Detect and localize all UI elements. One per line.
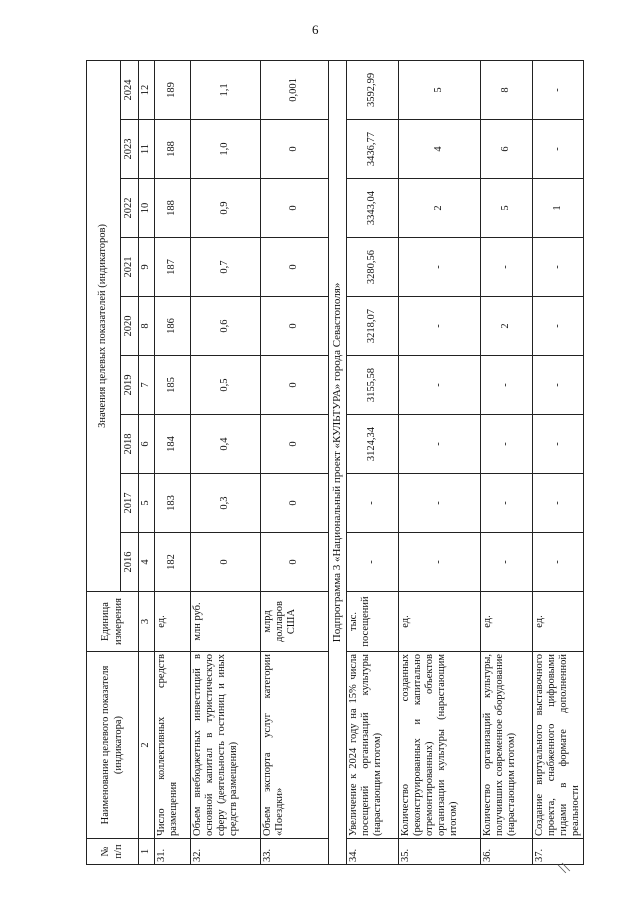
row-value: - bbox=[533, 297, 584, 356]
row-value: - bbox=[399, 415, 481, 474]
index-cell: 6 bbox=[139, 415, 155, 474]
row-value: - bbox=[481, 356, 533, 415]
row-value: 188 bbox=[155, 120, 191, 179]
index-cell: 2 bbox=[139, 652, 155, 839]
row-value: 0 bbox=[261, 120, 329, 179]
row-name: Увеличение к 2024 году на 15% числа посещений организаций культуры (нарастающим итогом) bbox=[347, 652, 399, 839]
row-value: 188 bbox=[155, 179, 191, 238]
page-number: 6 bbox=[312, 22, 319, 37]
row-value: 3280,56 bbox=[347, 238, 399, 297]
header-year: 2016 bbox=[121, 533, 139, 592]
index-cell: 1 bbox=[139, 839, 155, 865]
table-row bbox=[399, 60, 481, 864]
row-value: 3124,34 bbox=[347, 415, 399, 474]
row-value: 3155,58 bbox=[347, 356, 399, 415]
row-unit: тыс. посещений bbox=[347, 592, 399, 652]
row-value: 185 bbox=[155, 356, 191, 415]
table-row bbox=[191, 60, 261, 864]
row-num: 32. bbox=[191, 839, 261, 865]
table-row bbox=[533, 60, 584, 864]
row-value: 183 bbox=[155, 474, 191, 533]
row-value: - bbox=[399, 474, 481, 533]
row-value: 0,3 bbox=[191, 474, 261, 533]
header-num: № п/п bbox=[87, 839, 139, 865]
index-cell: 9 bbox=[139, 238, 155, 297]
index-cell: 4 bbox=[139, 533, 155, 592]
header-name: Наименование целевого показателя (индикатора) bbox=[87, 652, 139, 839]
index-cell: 10 bbox=[139, 179, 155, 238]
index-cell: 8 bbox=[139, 297, 155, 356]
row-value: 3436,77 bbox=[347, 120, 399, 179]
row-value: 186 bbox=[155, 297, 191, 356]
row-value: - bbox=[533, 120, 584, 179]
header-year: 2020 bbox=[121, 297, 139, 356]
row-unit: млн руб. bbox=[191, 592, 261, 652]
rotated-table-container bbox=[86, 60, 582, 865]
row-value: 0,001 bbox=[261, 60, 329, 119]
header-year: 2017 bbox=[121, 474, 139, 533]
row-num: 36. bbox=[481, 839, 533, 865]
table-row bbox=[261, 60, 329, 864]
row-name: Создание виртуального выставочного проекта, снабженного цифровыми гидами в формате дополненной реальности bbox=[533, 652, 584, 839]
row-value: 0,6 bbox=[191, 297, 261, 356]
row-num: 37. bbox=[533, 839, 584, 865]
row-unit: ед. bbox=[533, 592, 584, 652]
row-value: 1 bbox=[533, 179, 584, 238]
row-value: 3218,07 bbox=[347, 297, 399, 356]
row-value: 1,0 bbox=[191, 120, 261, 179]
row-num: 35. bbox=[399, 839, 481, 865]
header-year: 2023 bbox=[121, 120, 139, 179]
row-value: 0 bbox=[261, 533, 329, 592]
row-name: Объем внебюджетных инвестиций в основной капитал в туристическую сферу (деятельность гостиниц и иных средств размещения) bbox=[191, 652, 261, 839]
handwritten-mark: \\ bbox=[556, 858, 572, 879]
row-value: 8 bbox=[481, 60, 533, 119]
index-cell: 12 bbox=[139, 60, 155, 119]
row-value: - bbox=[481, 533, 533, 592]
row-num: 34. bbox=[347, 839, 399, 865]
header-year: 2021 bbox=[121, 238, 139, 297]
row-unit: млрд долларов США bbox=[261, 592, 329, 652]
row-name: Число коллективных средств размещения bbox=[155, 652, 191, 839]
index-cell: 7 bbox=[139, 356, 155, 415]
row-value: 0 bbox=[191, 533, 261, 592]
row-value: 6 bbox=[481, 120, 533, 179]
index-cell: 5 bbox=[139, 474, 155, 533]
row-unit: ед. bbox=[399, 592, 481, 652]
row-value: 3592,99 bbox=[347, 60, 399, 119]
row-value: 182 bbox=[155, 533, 191, 592]
row-value: - bbox=[481, 474, 533, 533]
table-row bbox=[347, 60, 399, 864]
row-value: - bbox=[399, 533, 481, 592]
row-value: - bbox=[399, 238, 481, 297]
row-value: 0 bbox=[261, 474, 329, 533]
row-value: 0,4 bbox=[191, 415, 261, 474]
row-num: 31. bbox=[155, 839, 191, 865]
row-name: Объем экспорта услуг категории «Поездки» bbox=[261, 652, 329, 839]
row-value: 0 bbox=[261, 297, 329, 356]
header-year: 2019 bbox=[121, 356, 139, 415]
section-title: Подпрограмма 3 «Национальный проект «КУЛЬТУРА» города Севастополя» bbox=[329, 60, 347, 864]
row-value: 1,1 bbox=[191, 60, 261, 119]
row-value: - bbox=[481, 238, 533, 297]
row-value: 189 bbox=[155, 60, 191, 119]
row-value: 0 bbox=[261, 238, 329, 297]
row-value: 0,5 bbox=[191, 356, 261, 415]
row-value: - bbox=[481, 415, 533, 474]
header-values-group: Значения целевых показателей (индикаторов) bbox=[87, 60, 121, 591]
row-value: 0 bbox=[261, 356, 329, 415]
row-value: - bbox=[533, 238, 584, 297]
header-unit: Единица измерения bbox=[87, 592, 139, 652]
row-value: - bbox=[533, 474, 584, 533]
table-row bbox=[155, 60, 191, 864]
row-value: - bbox=[399, 297, 481, 356]
row-value: 2 bbox=[399, 179, 481, 238]
row-value: - bbox=[533, 356, 584, 415]
index-cell: 11 bbox=[139, 120, 155, 179]
row-value: 0,9 bbox=[191, 179, 261, 238]
row-value: - bbox=[347, 533, 399, 592]
row-value: 5 bbox=[399, 60, 481, 119]
row-value: - bbox=[533, 60, 584, 119]
indicators-table bbox=[86, 60, 584, 865]
row-value: 184 bbox=[155, 415, 191, 474]
header-year: 2022 bbox=[121, 179, 139, 238]
header-year: 2024 bbox=[121, 60, 139, 119]
row-unit: ед. bbox=[481, 592, 533, 652]
row-value: 187 bbox=[155, 238, 191, 297]
row-unit: ед. bbox=[155, 592, 191, 652]
header-year: 2018 bbox=[121, 415, 139, 474]
row-value: - bbox=[533, 533, 584, 592]
row-value: - bbox=[399, 356, 481, 415]
index-cell: 3 bbox=[139, 592, 155, 652]
row-value: 5 bbox=[481, 179, 533, 238]
row-num: 33. bbox=[261, 839, 329, 865]
table-row bbox=[481, 60, 533, 864]
row-value: - bbox=[533, 415, 584, 474]
row-value: 4 bbox=[399, 120, 481, 179]
row-value: 0 bbox=[261, 415, 329, 474]
row-value: 2 bbox=[481, 297, 533, 356]
row-name: Количество организаций культуры, получивших современное оборудование (нарастающим итогом) bbox=[481, 652, 533, 839]
row-name: Количество созданных (реконструированных и капитально отремонтированных) объектов организации культуры (нарастающим итогом) bbox=[399, 652, 481, 839]
row-value: - bbox=[347, 474, 399, 533]
row-value: 3343,04 bbox=[347, 179, 399, 238]
row-value: 0 bbox=[261, 179, 329, 238]
row-value: 0,7 bbox=[191, 238, 261, 297]
